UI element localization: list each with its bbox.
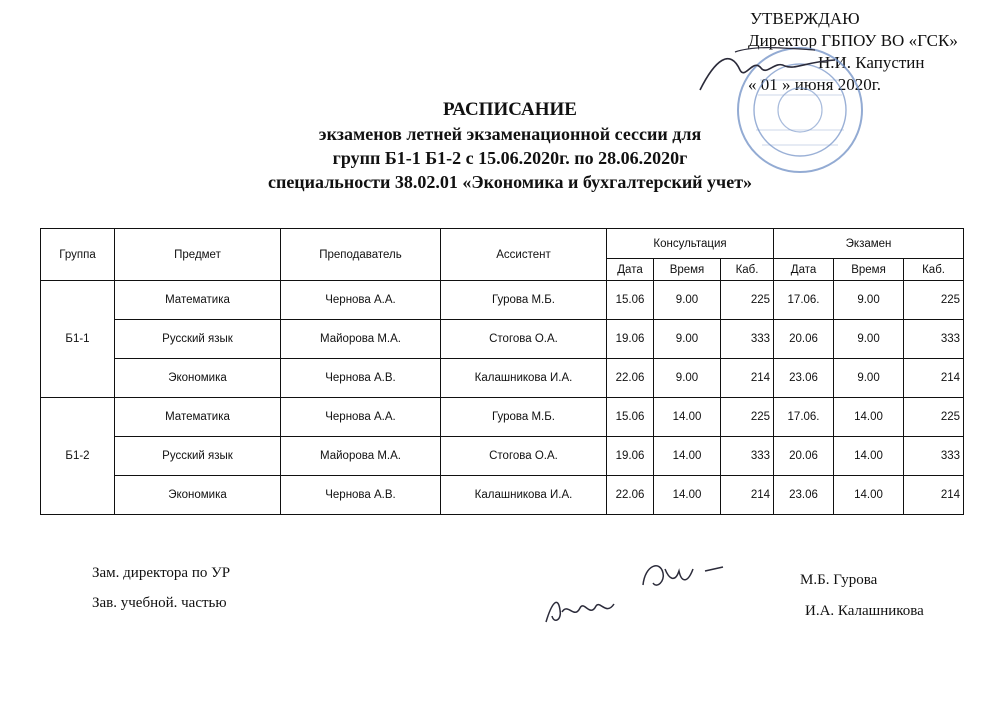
assistant-cell: Гурова М.Б. bbox=[441, 281, 607, 320]
title-main: РАСПИСАНИЕ bbox=[443, 99, 577, 120]
header-exam-date: Дата bbox=[774, 259, 834, 281]
table-row bbox=[41, 281, 964, 320]
header-subject: Предмет bbox=[115, 229, 281, 281]
header-exam-room: Каб. bbox=[904, 259, 964, 281]
title-line3: групп Б1-1 Б1-2 с 15.06.2020г. по 28.06.2020г bbox=[332, 148, 688, 168]
teacher-cell: Чернова А.А. bbox=[281, 281, 441, 320]
exam-room-cell: 214 bbox=[904, 476, 964, 515]
consultation-room-cell: 225 bbox=[721, 398, 774, 437]
consultation-time-cell: 14.00 bbox=[654, 476, 721, 515]
consultation-time-cell: 9.00 bbox=[654, 281, 721, 320]
consultation-date-cell: 19.06 bbox=[607, 437, 654, 476]
director-signature bbox=[695, 40, 845, 100]
exam-time-cell: 14.00 bbox=[834, 398, 904, 437]
exam-room-cell: 333 bbox=[904, 320, 964, 359]
assistant-cell: Калашникова И.А. bbox=[441, 476, 607, 515]
exam-date-cell: 17.06. bbox=[774, 398, 834, 437]
exam-date-cell: 20.06 bbox=[774, 320, 834, 359]
assistant-cell: Стогова О.А. bbox=[441, 320, 607, 359]
footer-name-1: М.Б. Гурова bbox=[800, 572, 878, 588]
consultation-room-cell: 214 bbox=[721, 359, 774, 398]
group-cell: Б1-1 bbox=[41, 281, 115, 398]
table-row bbox=[41, 476, 964, 515]
table-row bbox=[41, 359, 964, 398]
title-line2: экзаменов летней экзаменационной сессии для bbox=[318, 124, 702, 144]
assistant-cell: Гурова М.Б. bbox=[441, 398, 607, 437]
exam-date-cell: 20.06 bbox=[774, 437, 834, 476]
exam-date-cell: 17.06. bbox=[774, 281, 834, 320]
consultation-room-cell: 225 bbox=[721, 281, 774, 320]
exam-schedule-table bbox=[40, 228, 964, 515]
signature-head-of-studies bbox=[540, 590, 620, 630]
exam-date-cell: 23.06 bbox=[774, 476, 834, 515]
consultation-date-cell: 15.06 bbox=[607, 398, 654, 437]
approval-position: Директор ГБПОУ ВО «ГСК» bbox=[748, 31, 958, 50]
approval-director-name: Н.И. Капустин bbox=[818, 53, 925, 72]
document-title bbox=[150, 98, 870, 194]
table-row bbox=[41, 398, 964, 437]
header-exam: Экзамен bbox=[774, 229, 964, 259]
consultation-time-cell: 14.00 bbox=[654, 437, 721, 476]
header-consultation-room: Каб. bbox=[721, 259, 774, 281]
header-consultation: Консультация bbox=[607, 229, 774, 259]
exam-room-cell: 225 bbox=[904, 281, 964, 320]
exam-time-cell: 9.00 bbox=[834, 281, 904, 320]
footer-name-2: И.А. Калашникова bbox=[805, 603, 924, 619]
signature-deputy-director bbox=[635, 555, 730, 595]
exam-time-cell: 9.00 bbox=[834, 320, 904, 359]
exam-time-cell: 14.00 bbox=[834, 476, 904, 515]
header-teacher: Преподаватель bbox=[281, 229, 441, 281]
assistant-cell: Стогова О.А. bbox=[441, 437, 607, 476]
consultation-date-cell: 22.06 bbox=[607, 359, 654, 398]
consultation-date-cell: 19.06 bbox=[607, 320, 654, 359]
consultation-room-cell: 214 bbox=[721, 476, 774, 515]
teacher-cell: Чернова А.А. bbox=[281, 398, 441, 437]
header-consultation-date: Дата bbox=[607, 259, 654, 281]
teacher-cell: Майорова М.А. bbox=[281, 437, 441, 476]
header-assistant: Ассистент bbox=[441, 229, 607, 281]
teacher-cell: Чернова А.В. bbox=[281, 359, 441, 398]
approval-date: « 01 » июня 2020г. bbox=[748, 75, 882, 94]
approval-heading: УТВЕРЖДАЮ bbox=[750, 9, 860, 28]
exam-room-cell: 225 bbox=[904, 398, 964, 437]
consultation-time-cell: 14.00 bbox=[654, 398, 721, 437]
footer-role-2: Зав. учебной. частью bbox=[92, 595, 227, 611]
consultation-room-cell: 333 bbox=[721, 320, 774, 359]
subject-cell: Математика bbox=[115, 398, 281, 437]
consultation-time-cell: 9.00 bbox=[654, 359, 721, 398]
exam-time-cell: 14.00 bbox=[834, 437, 904, 476]
exam-room-cell: 214 bbox=[904, 359, 964, 398]
exam-date-cell: 23.06 bbox=[774, 359, 834, 398]
subject-cell: Экономика bbox=[115, 359, 281, 398]
group-cell: Б1-2 bbox=[41, 398, 115, 515]
table-row bbox=[41, 437, 964, 476]
footer-role-1: Зам. директора по УР bbox=[92, 565, 231, 581]
assistant-cell: Калашникова И.А. bbox=[441, 359, 607, 398]
subject-cell: Экономика bbox=[115, 476, 281, 515]
consultation-date-cell: 22.06 bbox=[607, 476, 654, 515]
table-row bbox=[41, 320, 964, 359]
subject-cell: Русский язык bbox=[115, 437, 281, 476]
subject-cell: Математика bbox=[115, 281, 281, 320]
title-line4: специальности 38.02.01 «Экономика и бухгалтерский учет» bbox=[267, 172, 753, 192]
exam-room-cell: 333 bbox=[904, 437, 964, 476]
teacher-cell: Майорова М.А. bbox=[281, 320, 441, 359]
consultation-time-cell: 9.00 bbox=[654, 320, 721, 359]
consultation-date-cell: 15.06 bbox=[607, 281, 654, 320]
consultation-room-cell: 333 bbox=[721, 437, 774, 476]
exam-time-cell: 9.00 bbox=[834, 359, 904, 398]
subject-cell: Русский язык bbox=[115, 320, 281, 359]
header-group: Группа bbox=[41, 229, 115, 281]
header-exam-time: Время bbox=[834, 259, 904, 281]
teacher-cell: Чернова А.В. bbox=[281, 476, 441, 515]
header-consultation-time: Время bbox=[654, 259, 721, 281]
